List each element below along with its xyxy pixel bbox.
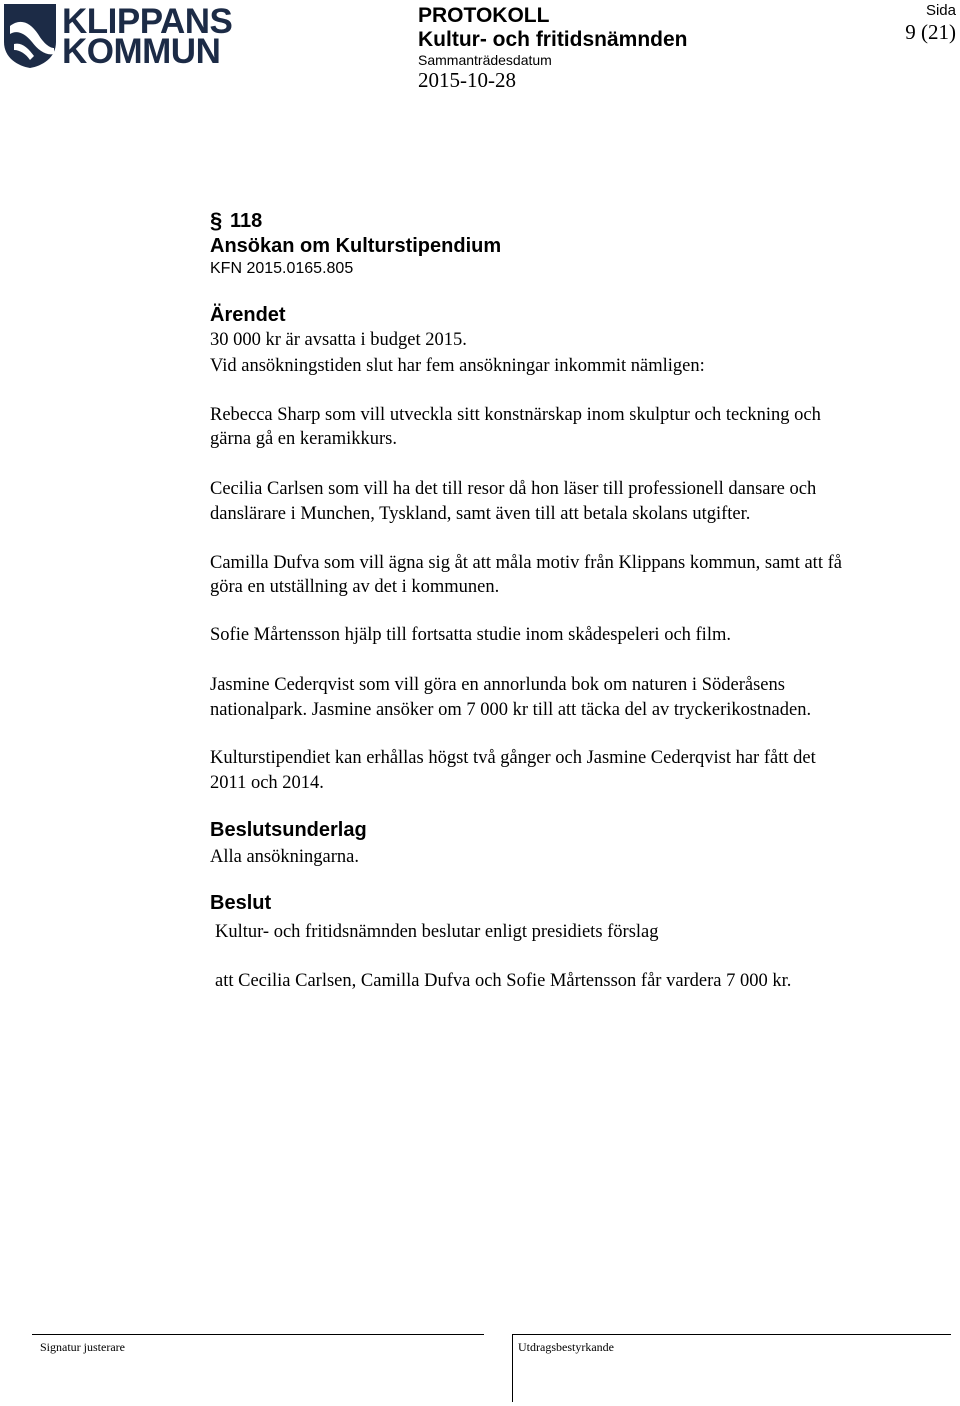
beslutsunderlag-heading: Beslutsunderlag [210,819,367,841]
arendet-line: 2011 och 2014. [210,773,324,793]
section-symbol: § [210,208,223,233]
arendet-line: 30 000 kr är avsatta i budget 2015. [210,330,467,350]
arendet-line: Vid ansökningstiden slut har fem ansökningar inkommit nämligen: [210,356,705,376]
signature-field-label: Signatur justerare [40,1340,125,1354]
arendet-line: Sofie Mårtensson hjälp till fortsatta studie inom skådespeleri och film. [210,625,731,645]
beslutsunderlag-text: Alla ansökningarna. [210,847,359,867]
logo-text-line-2: KOMMUN [62,32,221,71]
logo-text-line-1: KLIPPANS [62,2,233,41]
page-number: 9 (21) [905,20,956,44]
arendet-line: Cecilia Carlsen som vill ha det till resor då hon läser till professionell dansare och [210,479,817,499]
coat-of-arms-icon [4,4,56,68]
beslut-heading: Beslut [210,892,272,914]
beslut-intro: Kultur- och fritidsnämnden beslutar enligt presidiets förslag [215,922,659,942]
page-label: Sida [925,2,956,19]
klippans-kommun-logo [4,2,233,71]
footer-divider-right [513,1334,951,1335]
arendet-line: Camilla Dufva som vill ägna sig åt att måla motiv från Klippans kommun, samt att få [210,553,842,573]
arendet-line: Jasmine Cederqvist som vill göra en annorlunda bok om naturen i Söderåsens [210,675,785,695]
arendet-line: danslärare i Munchen, Tyskland, samt även till att betala skolans utgifter. [210,504,751,524]
arendet-line: göra en utställning av det i kommunen. [210,577,500,597]
arendet-line: gärna gå en keramikkurs. [210,429,397,449]
section-title: Ansökan om Kulturstipendium [210,235,502,257]
footer-divider-left [32,1334,484,1335]
arendet-line: nationalpark. Jasmine ansöker om 7 000 kr till att täcka del av tryckerikostnaden. [210,700,812,720]
meeting-date: 2015-10-28 [418,68,516,92]
section-number: 118 [230,210,263,232]
document-type: PROTOKOLL [418,4,550,27]
arendet-heading: Ärendet [210,304,286,326]
case-number: KFN 2015.0165.805 [210,260,354,277]
beslut-decision: att Cecilia Carlsen, Camilla Dufva och Sofie Mårtensson får vardera 7 000 kr. [215,971,792,991]
meeting-date-label: Sammanträdesdatum [418,52,552,68]
committee-name: Kultur- och fritidsnämnden [418,28,688,51]
extract-certification-label: Utdragsbestyrkande [518,1340,614,1354]
arendet-line: Kulturstipendiet kan erhållas högst två gånger och Jasmine Cederqvist har fått det [210,748,816,768]
arendet-line: Rebecca Sharp som vill utveckla sitt konstnärskap inom skulptur och teckning och [210,405,821,425]
footer-vertical-divider [512,1334,513,1402]
